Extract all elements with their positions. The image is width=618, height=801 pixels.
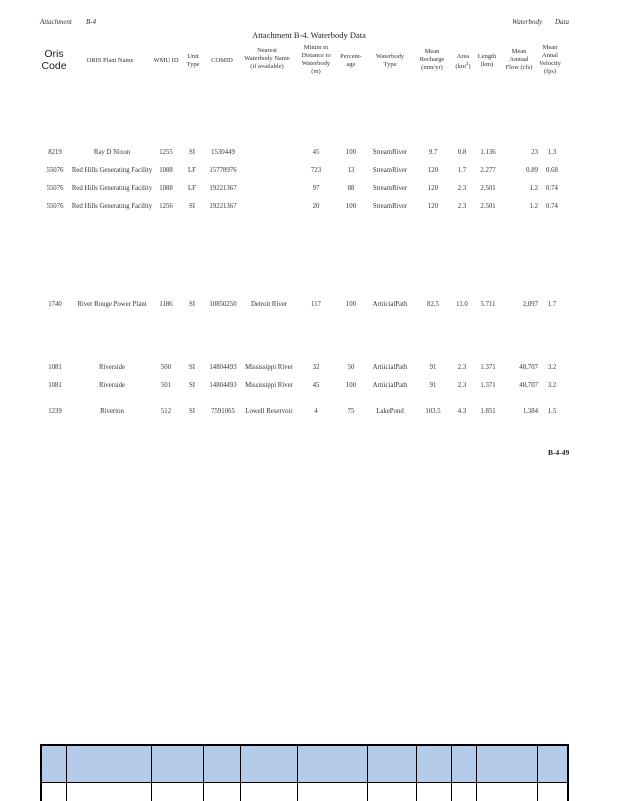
- cell-mean-recharge: 9.7: [418, 149, 448, 156]
- header-section-label-2: Data: [555, 18, 569, 26]
- cell-mean-flow: 1.2: [502, 203, 538, 210]
- cell-unit-type: SI: [182, 408, 202, 415]
- grid-cell: [151, 745, 203, 783]
- grid-cell: [476, 745, 537, 783]
- cell-mean-flow: 1,384: [502, 408, 538, 415]
- cell-unit-type: LF: [182, 185, 202, 192]
- grid-cell: [297, 745, 367, 783]
- grid-cell: [151, 783, 203, 801]
- cell-percentage: 50: [338, 364, 364, 371]
- cell-unit-type: SI: [182, 382, 202, 389]
- grid-cell: [297, 783, 367, 801]
- cell-length: 5.711: [475, 301, 501, 308]
- cell-wmu-id: 512: [154, 408, 178, 415]
- cell-nearest-waterbody: Mississippi River: [240, 382, 298, 389]
- cell-nearest-waterbody: Mississippi River: [240, 364, 298, 371]
- cell-mean-velocity: 0.74: [542, 185, 562, 192]
- cell-comid: 19221367: [204, 203, 242, 210]
- cell-waterbody-type: StreamRiver: [366, 167, 414, 174]
- grid-cell: [537, 783, 568, 801]
- cell-percentage: 75: [338, 408, 364, 415]
- cell-plant-name: Red Hills Generating Facility: [70, 185, 154, 192]
- col-head-plant-name: ORIS Plant Name: [75, 57, 145, 65]
- cell-mean-flow: 1.2: [502, 185, 538, 192]
- cell-comid: 7591065: [204, 408, 242, 415]
- cell-waterbody-type: ArtiicialPath: [366, 301, 414, 308]
- cell-plant-name: Red Hills Generating Facility: [70, 167, 154, 174]
- header-section-label: Waterbody: [512, 18, 542, 26]
- cell-area: 11.0: [451, 301, 473, 308]
- grid-cell: [416, 745, 451, 783]
- cell-min-distance: 32: [302, 364, 330, 371]
- header-attachment-id: B-4: [86, 18, 96, 26]
- cell-mean-velocity: 0.68: [542, 167, 562, 174]
- cell-area: 2.3: [451, 185, 473, 192]
- cell-oris-code: 55076: [40, 203, 70, 210]
- cell-oris-code: 8219: [40, 149, 70, 156]
- cell-min-distance: 45: [302, 382, 330, 389]
- cell-wmu-id: 1256: [154, 203, 178, 210]
- grid-cell: [367, 783, 416, 801]
- page-title: Attachment B-4. Waterbody Data: [0, 30, 618, 40]
- grid-cell: [451, 783, 476, 801]
- cell-oris-code: 55076: [40, 185, 70, 192]
- col-head-nearest-waterbody: Nearest Waterbody Name (if available): [238, 47, 296, 71]
- cell-min-distance: 20: [302, 203, 330, 210]
- col-head-min-distance: Minim m Distance to Waterbody (m): [294, 44, 338, 76]
- col-head-wmu-id: WMU ID: [150, 57, 182, 65]
- cell-unit-type: SI: [182, 301, 202, 308]
- cell-wmu-id: 1255: [154, 149, 178, 156]
- cell-oris-code: 1081: [40, 382, 70, 389]
- cell-mean-flow: 2,097: [502, 301, 538, 308]
- grid-cell: [240, 745, 297, 783]
- cell-area: 2.3: [451, 382, 473, 389]
- cell-comid: 14804493: [204, 364, 242, 371]
- col-head-comid: COMID: [206, 57, 238, 65]
- cell-waterbody-type: StreamRiver: [366, 149, 414, 156]
- cell-comid: 15778976: [204, 167, 242, 174]
- col-head-area: Area $(km^2)$: [451, 53, 475, 71]
- cell-area: 0.8: [451, 149, 473, 156]
- cell-percentage: 13: [338, 167, 364, 174]
- grid-cell: [203, 745, 240, 783]
- cell-length: 2.501: [475, 203, 501, 210]
- cell-wmu-id: 1088: [154, 185, 178, 192]
- cell-oris-code: 1081: [40, 364, 70, 371]
- cell-mean-flow: 48,707: [502, 382, 538, 389]
- cell-comid: 10850250: [204, 301, 242, 308]
- cell-percentage: 100: [338, 301, 364, 308]
- cell-area: 4.3: [451, 408, 473, 415]
- cell-mean-recharge: 82.5: [418, 301, 448, 308]
- cell-percentage: 100: [338, 149, 364, 156]
- cell-comid: 1530449: [204, 149, 242, 156]
- cell-oris-code: 1740: [40, 301, 70, 308]
- cell-mean-flow: 0.89: [502, 167, 538, 174]
- col-head-oris-code: Oris Code: [38, 48, 70, 72]
- cell-mean-velocity: 0.74: [542, 203, 562, 210]
- cell-plant-name: Ray D Nixon: [70, 149, 154, 156]
- cell-waterbody-type: StreamRiver: [366, 203, 414, 210]
- cell-waterbody-type: LakePond: [366, 408, 414, 415]
- cell-waterbody-type: ArtiicialPath: [366, 364, 414, 371]
- cell-waterbody-type: ArtiicialPath: [366, 382, 414, 389]
- grid-body-row: [41, 783, 568, 801]
- cell-length: 2.277: [475, 167, 501, 174]
- cell-min-distance: 723: [302, 167, 330, 174]
- cell-min-distance: 117: [302, 301, 330, 308]
- col-head-unit-type: Unit Type: [182, 53, 204, 69]
- cell-wmu-id: 500: [154, 364, 178, 371]
- cell-mean-velocity: 1.5: [542, 408, 562, 415]
- cell-plant-name: Riverside: [70, 382, 154, 389]
- cell-plant-name: Red Hills Generating Facility: [70, 203, 154, 210]
- cell-plant-name: Riverside: [70, 364, 154, 371]
- cell-unit-type: SI: [182, 364, 202, 371]
- grid-cell: [367, 745, 416, 783]
- col-head-mean-recharge: Mean Recharge (mm/yr): [414, 48, 450, 72]
- grid-cell: [416, 783, 451, 801]
- cell-min-distance: 4: [302, 408, 330, 415]
- cell-area: 1.7: [451, 167, 473, 174]
- grid-cell: [41, 783, 66, 801]
- cell-mean-recharge: 91: [418, 364, 448, 371]
- cell-wmu-id: 1088: [154, 167, 178, 174]
- col-head-length: Length (km): [474, 53, 500, 69]
- cell-comid: 19221367: [204, 185, 242, 192]
- grid-cell: [476, 783, 537, 801]
- col-head-percentage: Percent- age: [336, 53, 366, 69]
- cell-mean-recharge: 91: [418, 382, 448, 389]
- cell-mean-recharge: 120: [418, 203, 448, 210]
- cell-area: 2.3: [451, 203, 473, 210]
- cell-length: 1.371: [475, 382, 501, 389]
- col-head-mean-velocity: Mean Annal Velocity (fps): [536, 44, 564, 76]
- cell-mean-flow: 23: [502, 149, 538, 156]
- cell-length: 1.371: [475, 364, 501, 371]
- cell-mean-recharge: 120: [418, 185, 448, 192]
- cell-percentage: 88: [338, 185, 364, 192]
- col-head-waterbody-type: Waterbody Type: [368, 53, 412, 69]
- cell-percentage: 100: [338, 382, 364, 389]
- cell-min-distance: 97: [302, 185, 330, 192]
- blank-grid-table: [40, 744, 569, 801]
- cell-plant-name: River Rouge Power Plant: [70, 301, 154, 308]
- cell-unit-type: SI: [182, 203, 202, 210]
- grid-cell: [66, 783, 151, 801]
- page-number: B-4-49: [548, 448, 569, 457]
- cell-waterbody-type: StreamRiver: [366, 185, 414, 192]
- cell-unit-type: SI: [182, 149, 202, 156]
- cell-percentage: 100: [338, 203, 364, 210]
- col-head-mean-flow: Mean Annual Flow (cfs): [502, 48, 536, 72]
- cell-area: 2.3: [451, 364, 473, 371]
- cell-mean-velocity: 1.7: [542, 301, 562, 308]
- grid-cell: [451, 745, 476, 783]
- cell-plant-name: Riverton: [70, 408, 154, 415]
- cell-oris-code: 55076: [40, 167, 70, 174]
- cell-comid: 14804493: [204, 382, 242, 389]
- cell-length: 1.851: [475, 408, 501, 415]
- cell-unit-type: LF: [182, 167, 202, 174]
- cell-mean-recharge: 103.5: [418, 408, 448, 415]
- cell-wmu-id: 501: [154, 382, 178, 389]
- cell-mean-velocity: 1.3: [542, 149, 562, 156]
- cell-mean-velocity: 3.2: [542, 364, 562, 371]
- cell-length: 2.501: [475, 185, 501, 192]
- grid-cell: [240, 783, 297, 801]
- cell-min-distance: 45: [302, 149, 330, 156]
- grid-cell: [66, 745, 151, 783]
- cell-mean-velocity: 3.2: [542, 382, 562, 389]
- cell-nearest-waterbody: Lowell Reservoir: [240, 408, 298, 415]
- grid-cell: [203, 783, 240, 801]
- cell-oris-code: 1239: [40, 408, 70, 415]
- grid-cell: [537, 745, 568, 783]
- cell-mean-recharge: 120: [418, 167, 448, 174]
- cell-length: 1.136: [475, 149, 501, 156]
- grid-cell: [41, 745, 66, 783]
- cell-mean-flow: 48,707: [502, 364, 538, 371]
- cell-wmu-id: 1186: [154, 301, 178, 308]
- grid-header-row: [41, 745, 568, 783]
- header-attachment-label: Attachment: [40, 18, 72, 26]
- cell-nearest-waterbody: Detroit River: [240, 301, 298, 308]
